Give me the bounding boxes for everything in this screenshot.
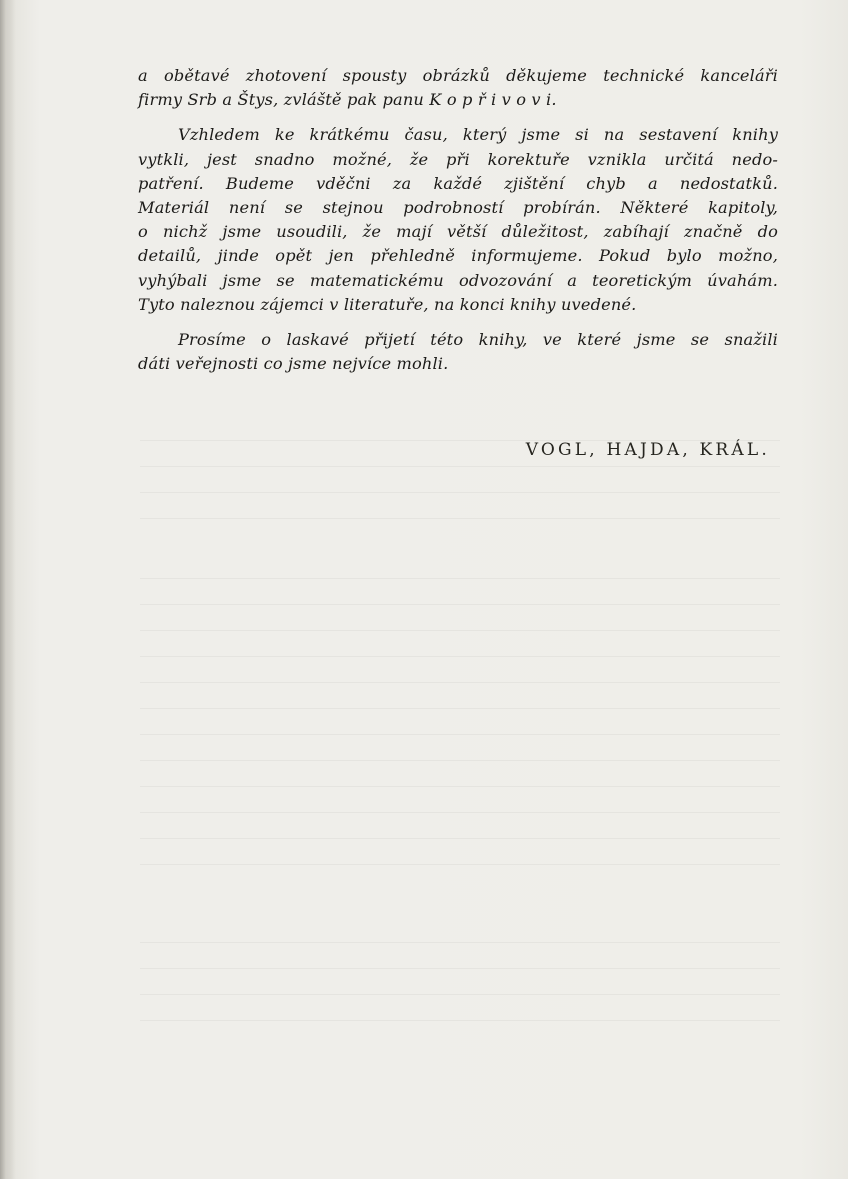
paragraph-errata-note (138, 123, 778, 317)
bleed-through-line (140, 812, 780, 813)
bleed-through-line (140, 578, 780, 579)
bleed-through-line (140, 604, 780, 605)
bleed-through-line (140, 466, 780, 467)
bleed-through-line (140, 518, 780, 519)
bleed-through-line (140, 786, 780, 787)
bleed-through-line (140, 734, 780, 735)
text-line: detailů, jinde opět jen přehledně informujeme. Pokud bylo možno, (138, 246, 778, 266)
body-text (138, 64, 778, 376)
authors-signature: VOGL, HAJDA, KRÁL. (525, 440, 770, 460)
text-line: Vzhledem ke krátkému času, který jsme si na sestavení knihy (178, 125, 778, 145)
text-line: vyhýbali jsme se matematickému odvozování a teoretickým úvahám. (138, 270, 778, 290)
bleed-through-line (140, 864, 780, 865)
bleed-through-line (140, 760, 780, 761)
bleed-through-line (140, 656, 780, 657)
spine-shadow (0, 0, 16, 1179)
text-line: Materiál není se stejnou podrobností probírán. Některé kapitoly, (138, 198, 778, 218)
text-line: patření. Budeme vděčni za každé zjištění chyb a nedostatků. (138, 173, 778, 193)
bleed-through-line (140, 630, 780, 631)
bleed-through-line (140, 994, 780, 995)
text-line: o nichž jsme usoudili, že mají větší důležitost, zabíhají značně do (138, 222, 778, 242)
bleed-through-line (140, 682, 780, 683)
bleed-through-line (140, 968, 780, 969)
text-line: dáti veřejnosti co jsme nejvíce mohli. (138, 354, 449, 374)
text-line: Prosíme o laskavé přijetí této knihy, ve které jsme se snažili (178, 330, 778, 350)
text-line: firmy Srb a Štys, zvláště pak panu K o p ř i v o v i. (138, 90, 557, 110)
text-line: Tyto naleznou zájemci v literatuře, na konci knihy uvedené. (138, 294, 637, 314)
paragraph-closing-request (138, 328, 778, 376)
bleed-through-line (140, 838, 780, 839)
paragraph-acknowledgement (138, 64, 778, 112)
bleed-through-line (140, 1020, 780, 1021)
text-line: a obětavé zhotovení spousty obrázků děkujeme technické kanceláři (138, 66, 778, 85)
text-line: vytkli, jest snadno možné, že při korektuře vznikla určitá nedo- (138, 149, 778, 169)
bleed-through-line (140, 492, 780, 493)
bleed-through-line (140, 708, 780, 709)
bleed-through-line (140, 942, 780, 943)
